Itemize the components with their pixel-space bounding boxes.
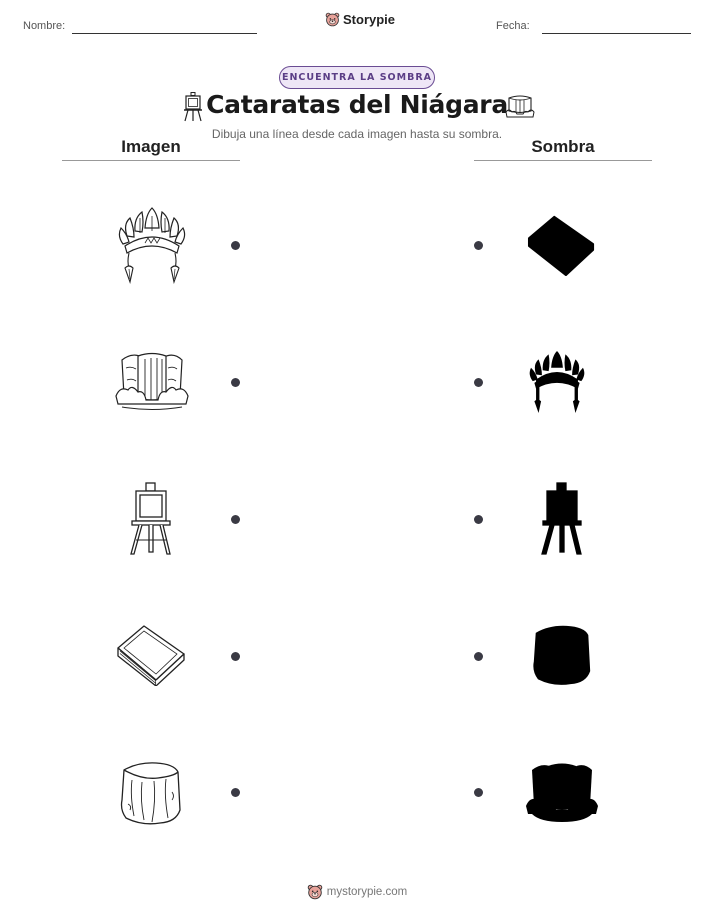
waterfall-shadow-icon[interactable] [524,760,600,824]
shadow-dot-1[interactable] [474,241,483,250]
image-dot-5[interactable] [231,788,240,797]
bear-mascot-icon [307,884,323,900]
shadow-dot-4[interactable] [474,652,483,661]
book-shadow-icon[interactable] [527,214,597,276]
shadow-dot-5[interactable] [474,788,483,797]
column-heading-image: Imagen [62,137,240,161]
easel-icon[interactable] [128,482,174,556]
tree-stump-icon[interactable] [118,760,184,826]
date-field[interactable] [542,33,691,34]
column-heading-shadow: Sombra [474,137,652,161]
image-dot-1[interactable] [231,241,240,250]
name-label: Nombre: [23,20,66,32]
image-dot-3[interactable] [231,515,240,524]
book-icon[interactable] [116,624,188,686]
waterfall-icon [505,94,535,120]
footer-site[interactable]: mystorypie.com [326,886,408,898]
bear-mascot-icon [325,12,340,27]
tree-stump-shadow-icon[interactable] [531,622,593,688]
image-dot-2[interactable] [231,378,240,387]
image-dot-4[interactable] [231,652,240,661]
headdress-shadow-icon[interactable] [526,344,588,420]
headdress-icon[interactable] [115,206,189,284]
shadow-dot-2[interactable] [474,378,483,387]
shadow-dot-3[interactable] [474,515,483,524]
waterfall-icon[interactable] [114,350,190,414]
worksheet-title: Cataratas del Niágara [206,90,508,119]
name-field[interactable] [72,33,257,34]
footer [0,884,714,900]
date-label: Fecha: [496,20,530,32]
brand-name: Storypie [343,12,396,27]
easel-shadow-icon[interactable] [539,482,585,556]
activity-badge: ENCUENTRA LA SOMBRA [279,66,435,89]
instructions: Dibuja una línea desde cada imagen hasta su sombra. [211,127,503,141]
brand-logo [325,12,395,27]
